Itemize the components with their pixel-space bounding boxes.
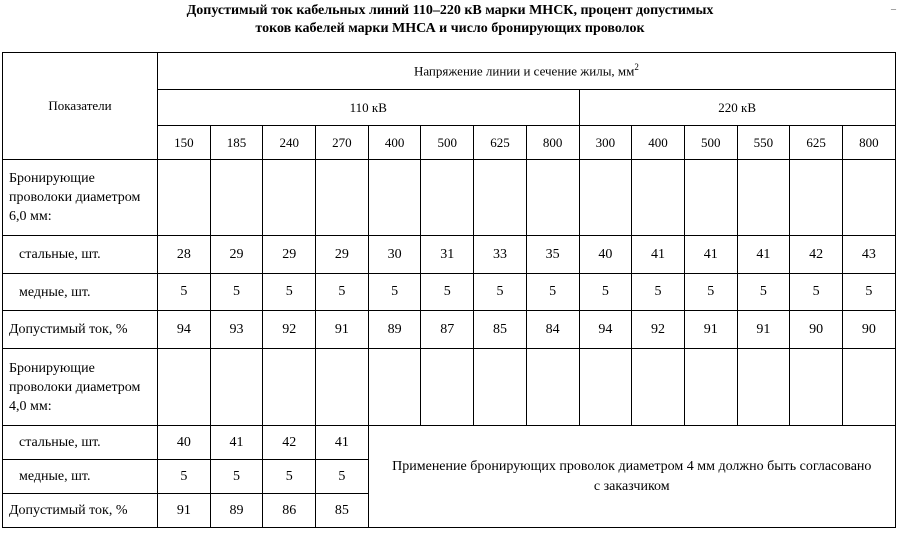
value-cell: 94 bbox=[579, 311, 632, 349]
section-cell: 185 bbox=[210, 126, 263, 160]
value-cell: 41 bbox=[316, 426, 369, 460]
value-cell: 92 bbox=[263, 311, 316, 349]
value-cell: 33 bbox=[474, 236, 527, 274]
value-cell: 91 bbox=[737, 311, 790, 349]
value-cell: 94 bbox=[158, 311, 211, 349]
section-cell: 800 bbox=[526, 126, 579, 160]
cable-data-table bbox=[2, 52, 896, 528]
value-cell: 89 bbox=[368, 311, 421, 349]
armor-6mm-steel-row bbox=[3, 236, 896, 274]
approval-note-text: Применение бронирующих проволок диаметром 4 мм должно быть согласовано с заказчиком bbox=[392, 458, 872, 494]
value-cell: 90 bbox=[790, 311, 843, 349]
armor-4mm-label: Бронирующие проволоки диаметром 4,0 мм: bbox=[3, 349, 158, 426]
value-cell: 41 bbox=[737, 236, 790, 274]
value-cell: 91 bbox=[684, 311, 737, 349]
value-cell: 91 bbox=[158, 494, 211, 528]
group-220kv: 220 кВ bbox=[579, 90, 895, 126]
value-cell: 5 bbox=[684, 274, 737, 311]
row-label: медные, шт. bbox=[3, 274, 158, 311]
section-cell: 240 bbox=[263, 126, 316, 160]
value-cell: 91 bbox=[316, 311, 369, 349]
section-cell: 800 bbox=[842, 126, 895, 160]
value-cell: 85 bbox=[316, 494, 369, 528]
value-cell: 5 bbox=[579, 274, 632, 311]
value-cell: 93 bbox=[210, 311, 263, 349]
value-cell: 29 bbox=[210, 236, 263, 274]
section-cell: 550 bbox=[737, 126, 790, 160]
value-cell: 35 bbox=[526, 236, 579, 274]
value-cell: 86 bbox=[263, 494, 316, 528]
value-cell: 29 bbox=[263, 236, 316, 274]
row-label: медные, шт. bbox=[3, 460, 158, 494]
corner-mark: _ bbox=[891, 0, 896, 11]
value-cell: 40 bbox=[579, 236, 632, 274]
value-cell: 41 bbox=[632, 236, 685, 274]
row-label: Допустимый ток, % bbox=[3, 311, 158, 349]
value-cell: 5 bbox=[526, 274, 579, 311]
row-label: Допустимый ток, % bbox=[3, 494, 158, 528]
row-label: стальные, шт. bbox=[3, 426, 158, 460]
value-cell: 43 bbox=[842, 236, 895, 274]
section-cell: 625 bbox=[474, 126, 527, 160]
value-cell: 5 bbox=[316, 460, 369, 494]
voltage-header-text: Напряжение линии и сечение жилы, мм bbox=[413, 63, 635, 79]
value-cell: 85 bbox=[474, 311, 527, 349]
voltage-header-sup: 2 bbox=[634, 62, 639, 73]
value-cell: 5 bbox=[737, 274, 790, 311]
value-cell: 92 bbox=[632, 311, 685, 349]
value-cell: 87 bbox=[421, 311, 474, 349]
value-cell: 84 bbox=[526, 311, 579, 349]
section-cell: 500 bbox=[684, 126, 737, 160]
value-cell: 42 bbox=[790, 236, 843, 274]
armor-4mm-label-row bbox=[3, 349, 896, 426]
value-cell: 5 bbox=[158, 460, 211, 494]
value-cell: 5 bbox=[158, 274, 211, 311]
row-label: стальные, шт. bbox=[3, 236, 158, 274]
section-cell: 150 bbox=[158, 126, 211, 160]
indicators-header: Показатели bbox=[3, 53, 158, 160]
value-cell: 30 bbox=[368, 236, 421, 274]
approval-note bbox=[368, 426, 895, 528]
value-cell: 41 bbox=[210, 426, 263, 460]
section-cell: 500 bbox=[421, 126, 474, 160]
title-line-2: токов кабелей марки МНСА и число бронирующих проволок bbox=[255, 21, 645, 36]
value-cell: 90 bbox=[842, 311, 895, 349]
value-cell: 5 bbox=[790, 274, 843, 311]
value-cell: 5 bbox=[842, 274, 895, 311]
section-cell: 270 bbox=[316, 126, 369, 160]
title-line-1: Допустимый ток кабельных линий 110–220 кВ марки МНСК, процент допустимых bbox=[186, 3, 714, 18]
armor-6mm-copper-row bbox=[3, 274, 896, 311]
group-110kv: 110 кВ bbox=[158, 90, 580, 126]
value-cell: 40 bbox=[158, 426, 211, 460]
value-cell: 41 bbox=[684, 236, 737, 274]
value-cell: 5 bbox=[210, 274, 263, 311]
value-cell: 42 bbox=[263, 426, 316, 460]
table-title bbox=[0, 2, 900, 38]
value-cell: 5 bbox=[632, 274, 685, 311]
voltage-header bbox=[158, 53, 896, 90]
section-cell: 625 bbox=[790, 126, 843, 160]
value-cell: 5 bbox=[474, 274, 527, 311]
armor-4mm-steel-row bbox=[3, 426, 896, 460]
value-cell: 29 bbox=[316, 236, 369, 274]
value-cell: 5 bbox=[421, 274, 474, 311]
value-cell: 5 bbox=[263, 274, 316, 311]
value-cell: 89 bbox=[210, 494, 263, 528]
value-cell: 31 bbox=[421, 236, 474, 274]
value-cell: 5 bbox=[263, 460, 316, 494]
armor-6mm-label-row bbox=[3, 160, 896, 236]
section-cell: 400 bbox=[632, 126, 685, 160]
armor-6mm-current-row bbox=[3, 311, 896, 349]
armor-6mm-label: Бронирующие проволоки диаметром 6,0 мм: bbox=[3, 160, 158, 236]
value-cell: 5 bbox=[368, 274, 421, 311]
section-cell: 400 bbox=[368, 126, 421, 160]
value-cell: 28 bbox=[158, 236, 211, 274]
section-cell: 300 bbox=[579, 126, 632, 160]
value-cell: 5 bbox=[316, 274, 369, 311]
value-cell: 5 bbox=[210, 460, 263, 494]
